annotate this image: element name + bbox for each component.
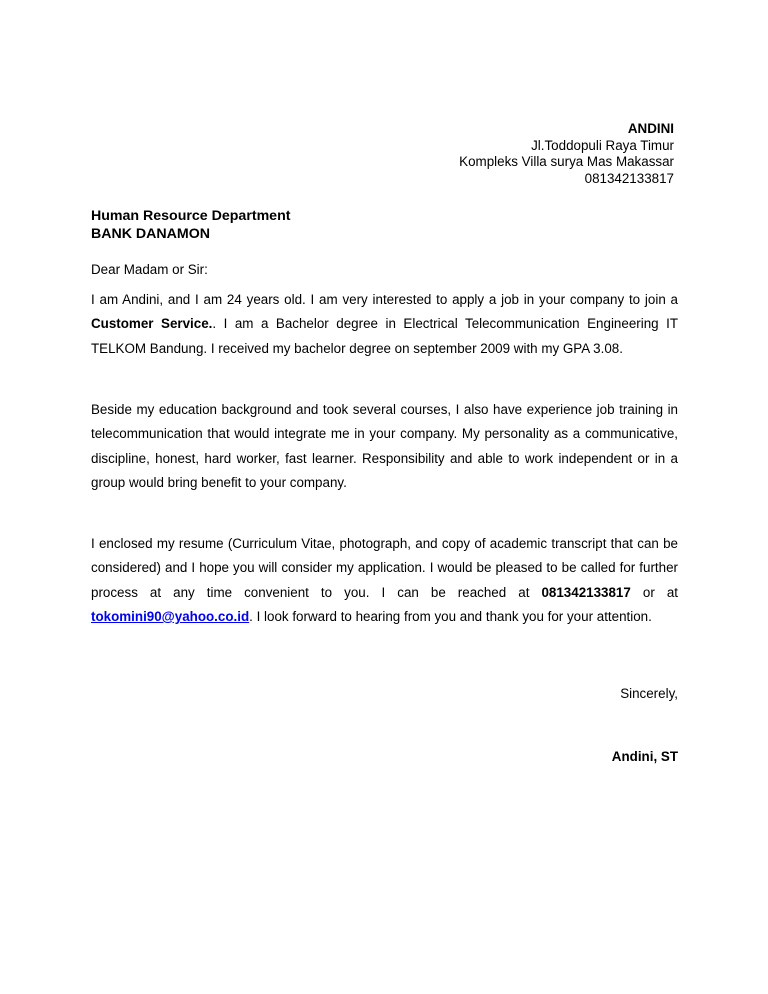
paragraph-intro-text-a: I am Andini, and I am 24 years old. I am very interested to apply a job in your company to join a: [91, 292, 678, 307]
email-link[interactable]: tokomini90@yahoo.co.id: [91, 608, 250, 624]
sender-phone: 081342133817: [584, 171, 674, 187]
contact-phone: 081342133817: [541, 584, 631, 600]
sender-address-line2: Kompleks Villa surya Mas Makassar: [459, 154, 674, 170]
signature-name: Andini, ST: [611, 749, 678, 764]
sender-name: ANDINI: [627, 121, 674, 136]
recipient-company: BANK DANAMON: [91, 225, 211, 242]
salutation: Dear Madam or Sir:: [91, 262, 208, 277]
paragraph-closing-text-b: or at: [630, 584, 678, 600]
position-name: Customer Service.: [91, 316, 213, 332]
paragraph-intro-text-b: . I am a Bachelor degree in Electrical Telecommunication Engineering IT TELKOM Bandung. I received my bachelor degree on september 2009 with my GPA 3.08.: [91, 316, 679, 356]
paragraph-closing: [91, 532, 678, 629]
recipient-department: Human Resource Department: [91, 208, 291, 224]
sender-block: [459, 121, 674, 188]
sender-address-line1: Jl.Toddopuli Raya Timur: [531, 137, 674, 153]
paragraph-closing-text-c: . I look forward to hearing from you and thank you for your attention.: [249, 608, 652, 624]
recipient-block: [91, 208, 290, 243]
paragraph-intro: [91, 288, 678, 361]
paragraph-background: Beside my education background and took several courses, I also have experience job training in telecommunication that would integrate me in your company. My personality as a communicative, discipline, honest, hard worker, fast learner. Responsibility and able to work independent or in a group would bring benefit to your company.: [91, 402, 678, 490]
closing-phrase: Sincerely,: [620, 686, 678, 701]
paragraph-closing-text-a: I enclosed my resume (Curriculum Vitae, photograph, and copy of academic transcript that can be considered) and I hope you will consider my application. I would be pleased to be called for further process at any time convenient to you. I can be reached at: [91, 536, 678, 600]
